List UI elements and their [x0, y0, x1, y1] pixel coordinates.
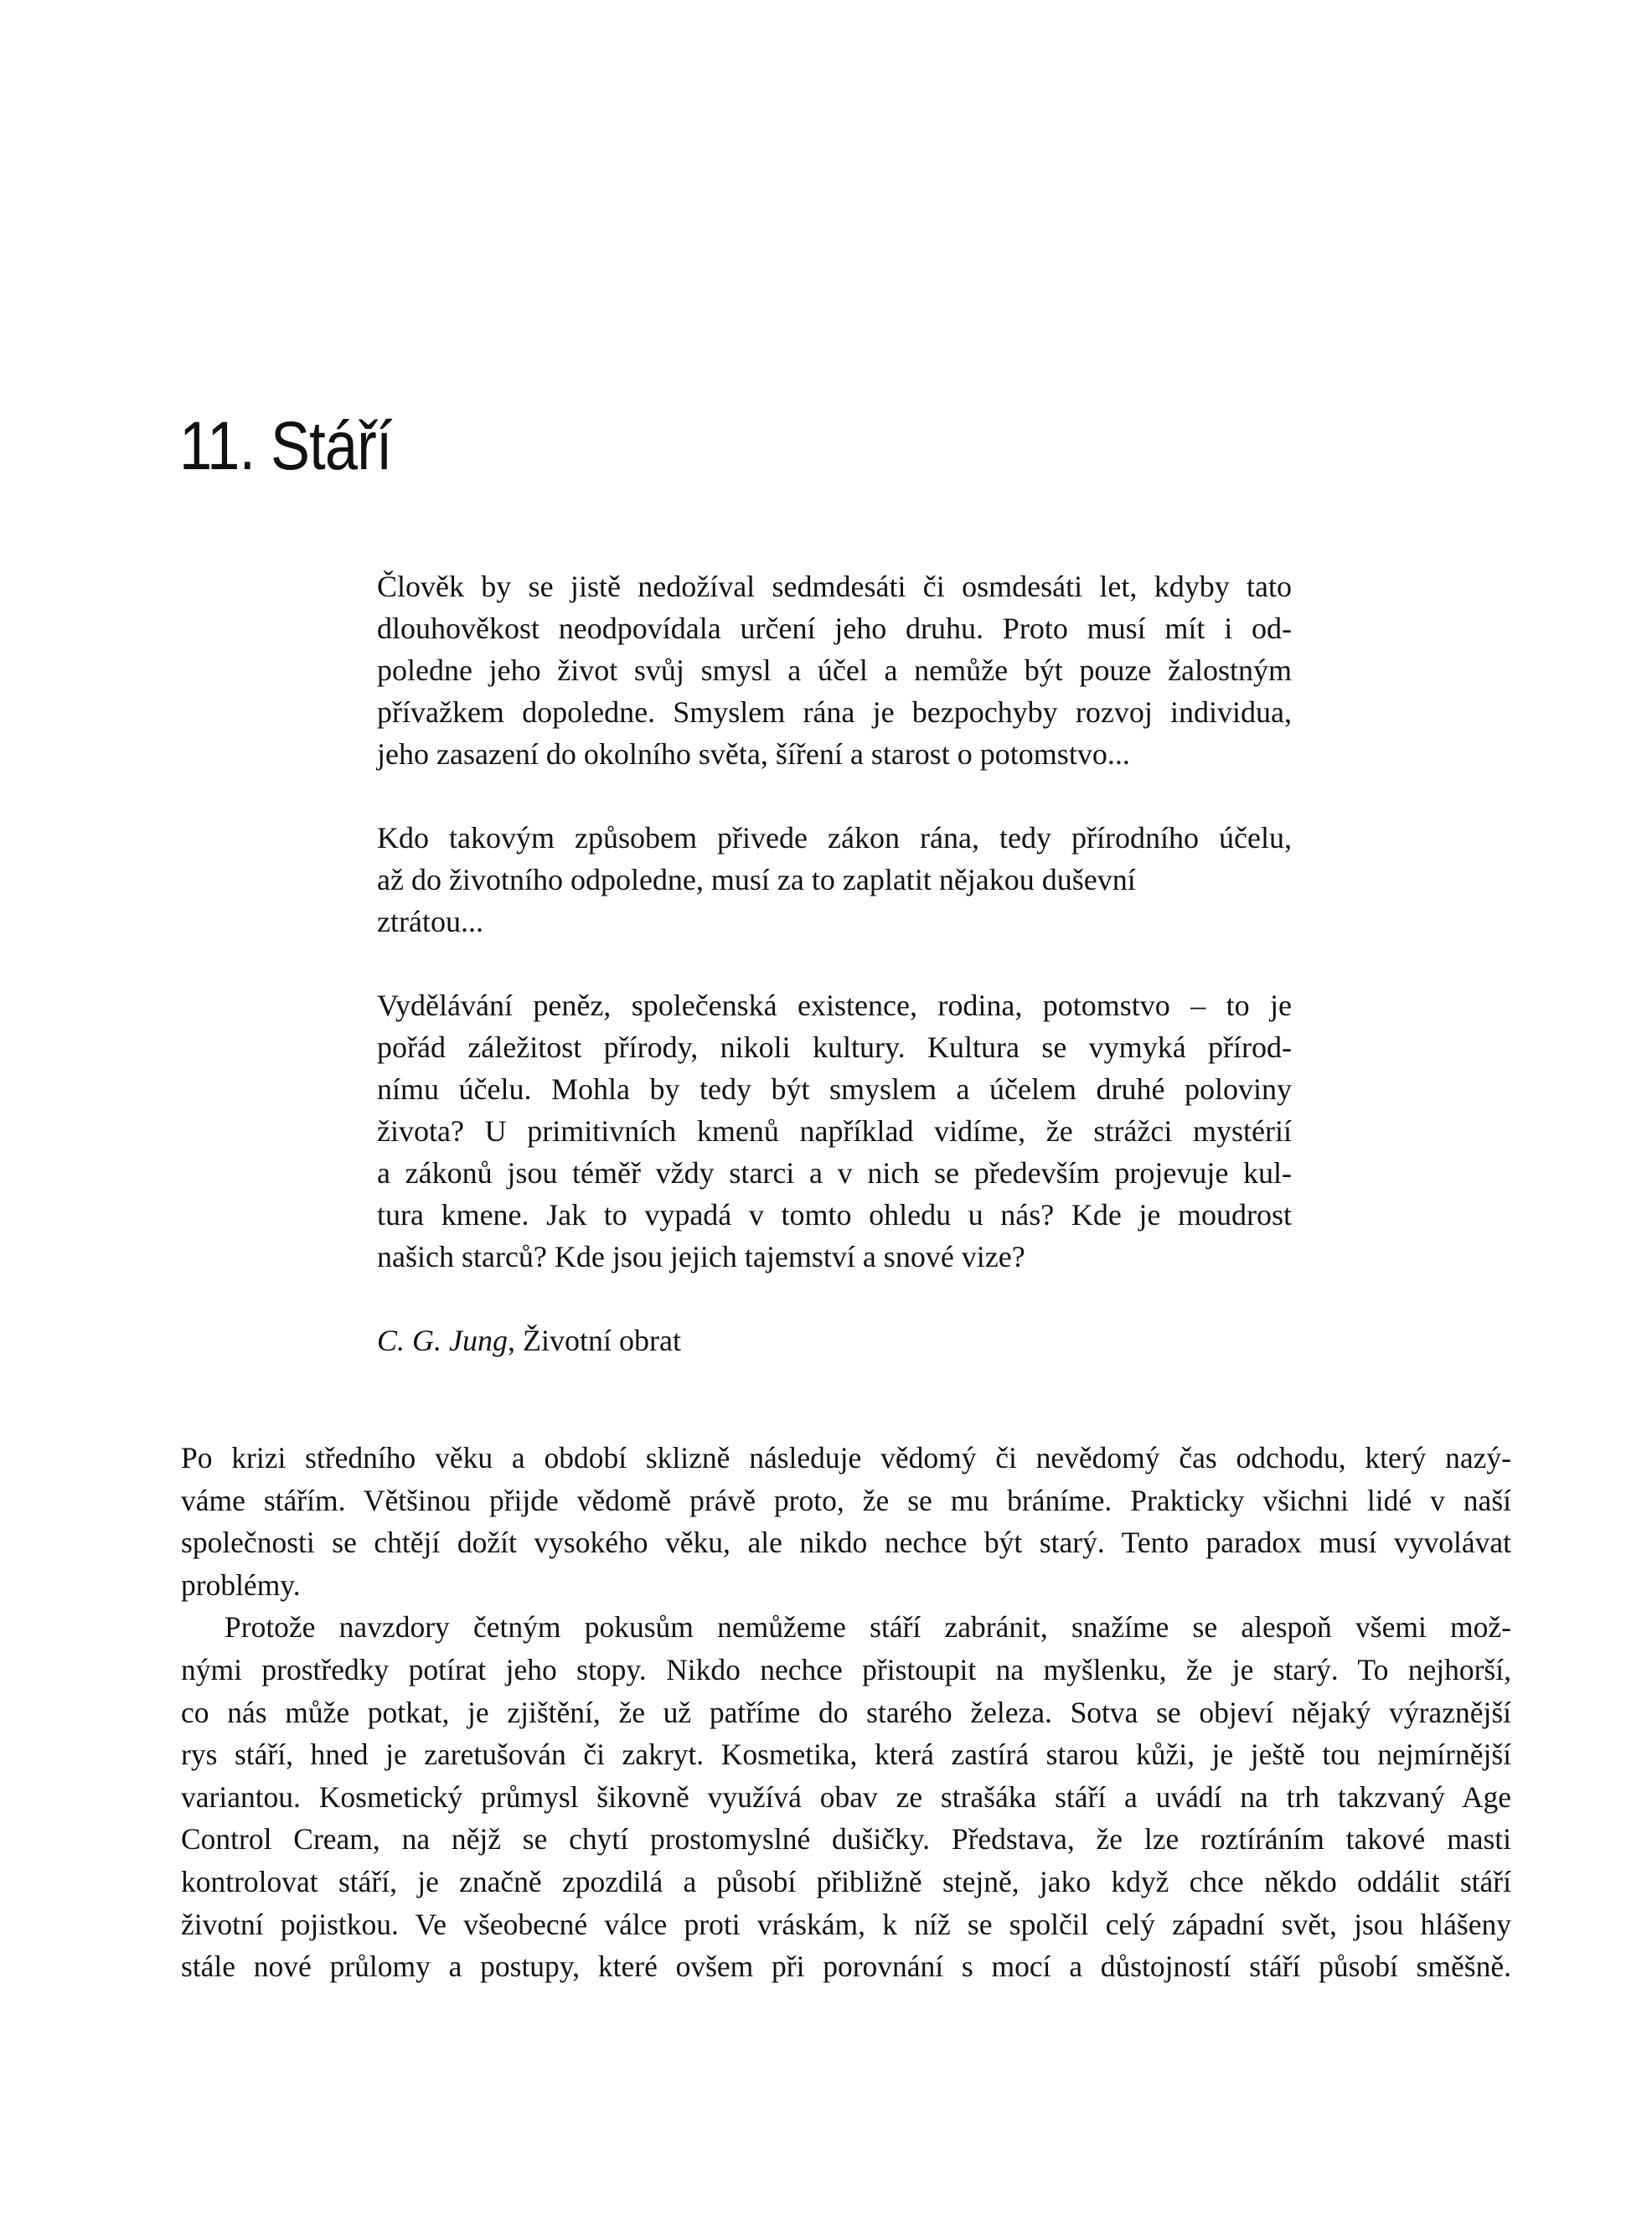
text-line: pořád záležitost přírody, nikoli kultury. Kultura se vymyká přírod-: [377, 1030, 1292, 1064]
body-text: [181, 1437, 1511, 1988]
text-line: variantou. Kosmetický průmysl šikovně využívá obav ze strašáka stáří a uvádí na trh takzvaný Age: [181, 1779, 1511, 1814]
text-line: co nás může potkat, je zjištění, že už patříme do starého železa. Sotva se objeví nějaký výraznější: [181, 1695, 1511, 1729]
text-line: Po krizi středního věku a období sklizně následuje vědomý či nevědomý čas odchodu, který nazý-: [181, 1441, 1511, 1475]
epigraph-paragraph: [377, 566, 1292, 775]
text-line: až do životního odpoledne, musí za to zaplatit nějakou duševní: [377, 863, 1136, 896]
attribution-source: , Životní obrat: [508, 1324, 681, 1357]
body-paragraph: [181, 1437, 1511, 1606]
text-line: dlouhověkost neodpovídala určení jeho druhu. Proto musí mít i od-: [377, 612, 1292, 645]
body-paragraph: [181, 1606, 1511, 1987]
text-line: života? U primitivních kmenů například vidíme, že strážci mystérií: [377, 1114, 1292, 1148]
text-line: nímu účelu. Mohla by tedy být smyslem a účelem druhé poloviny: [377, 1072, 1292, 1106]
text-line: společnosti se chtějí dožít vysokého věku, ale nikdo nechce být starý. Tento paradox musí vyvolávat: [181, 1526, 1511, 1560]
text-line: Protože navzdory četným pokusům nemůžeme stáří zabránit, snažíme se alespoň všemi mož-: [225, 1610, 1511, 1645]
text-line: problémy.: [181, 1567, 301, 1602]
text-line: životní pojistkou. Ve všeobecné válce proti vráskám, k níž se spolčil celý západní svět, jsou hlášeny: [181, 1907, 1511, 1941]
text-line: tura kmene. Jak to vypadá v tomto ohledu u nás? Kde je moudrost: [377, 1198, 1292, 1232]
text-line: našich starců? Kde jsou jejich tajemství a snové vize?: [377, 1240, 1025, 1273]
text-line: a zákonů jsou téměř vždy starci a v nich se především projevuje kul-: [377, 1156, 1292, 1190]
attribution-author: C. G. Jung: [377, 1324, 508, 1357]
text-line: ztrátou...: [377, 905, 483, 938]
text-line: přívažkem dopoledne. Smyslem rána je bezpochyby rozvoj individua,: [377, 695, 1292, 729]
text-line: váme stářím. Většinou přijde vědomě právě proto, že se mu bráníme. Prakticky všichni lidé v naší: [181, 1483, 1511, 1517]
epigraph-paragraph: [377, 984, 1292, 1278]
chapter-title: 11. Stáří: [179, 408, 392, 484]
text-line: nými prostředky potírat jeho stopy. Nikdo nechce přistoupit na myšlenku, že je starý. To nejhorší,: [181, 1652, 1511, 1686]
text-line: jeho zasazení do okolního světa, šíření a starost o potomstvo...: [377, 737, 1130, 771]
text-line: Control Cream, na nějž se chytí prostomyslné dušičky. Představa, že lze roztíráním takové masti: [181, 1822, 1511, 1857]
text-line: rys stáří, hned je zaretušován či zakryt. Kosmetika, která zastírá starou kůži, je ještě tou nejmírnější: [181, 1738, 1511, 1772]
text-line: kontrolovat stáří, je značně zpozdilá a působí přibližně stejně, jako když chce někdo oddálit stáří: [181, 1864, 1511, 1898]
epigraph-paragraph: [377, 817, 1292, 943]
text-line: stále nové průlomy a postupy, které ovšem při porovnání s mocí a důstojností stáří působí směšně.: [181, 1950, 1511, 1984]
text-line: poledne jeho život svůj smysl a účel a nemůže být pouze žalostným: [377, 653, 1292, 687]
epigraph-attribution: [377, 1320, 1292, 1361]
text-line: Člověk by se jistě nedožíval sedmdesáti či osmdesáti let, kdyby tato: [377, 570, 1292, 603]
epigraph-quote: [377, 566, 1292, 1361]
text-line: Kdo takovým způsobem přivede zákon rána, tedy přírodního účelu,: [377, 821, 1292, 855]
text-line: Vydělávání peněz, společenská existence, rodina, potomstvo – to je: [377, 989, 1292, 1022]
